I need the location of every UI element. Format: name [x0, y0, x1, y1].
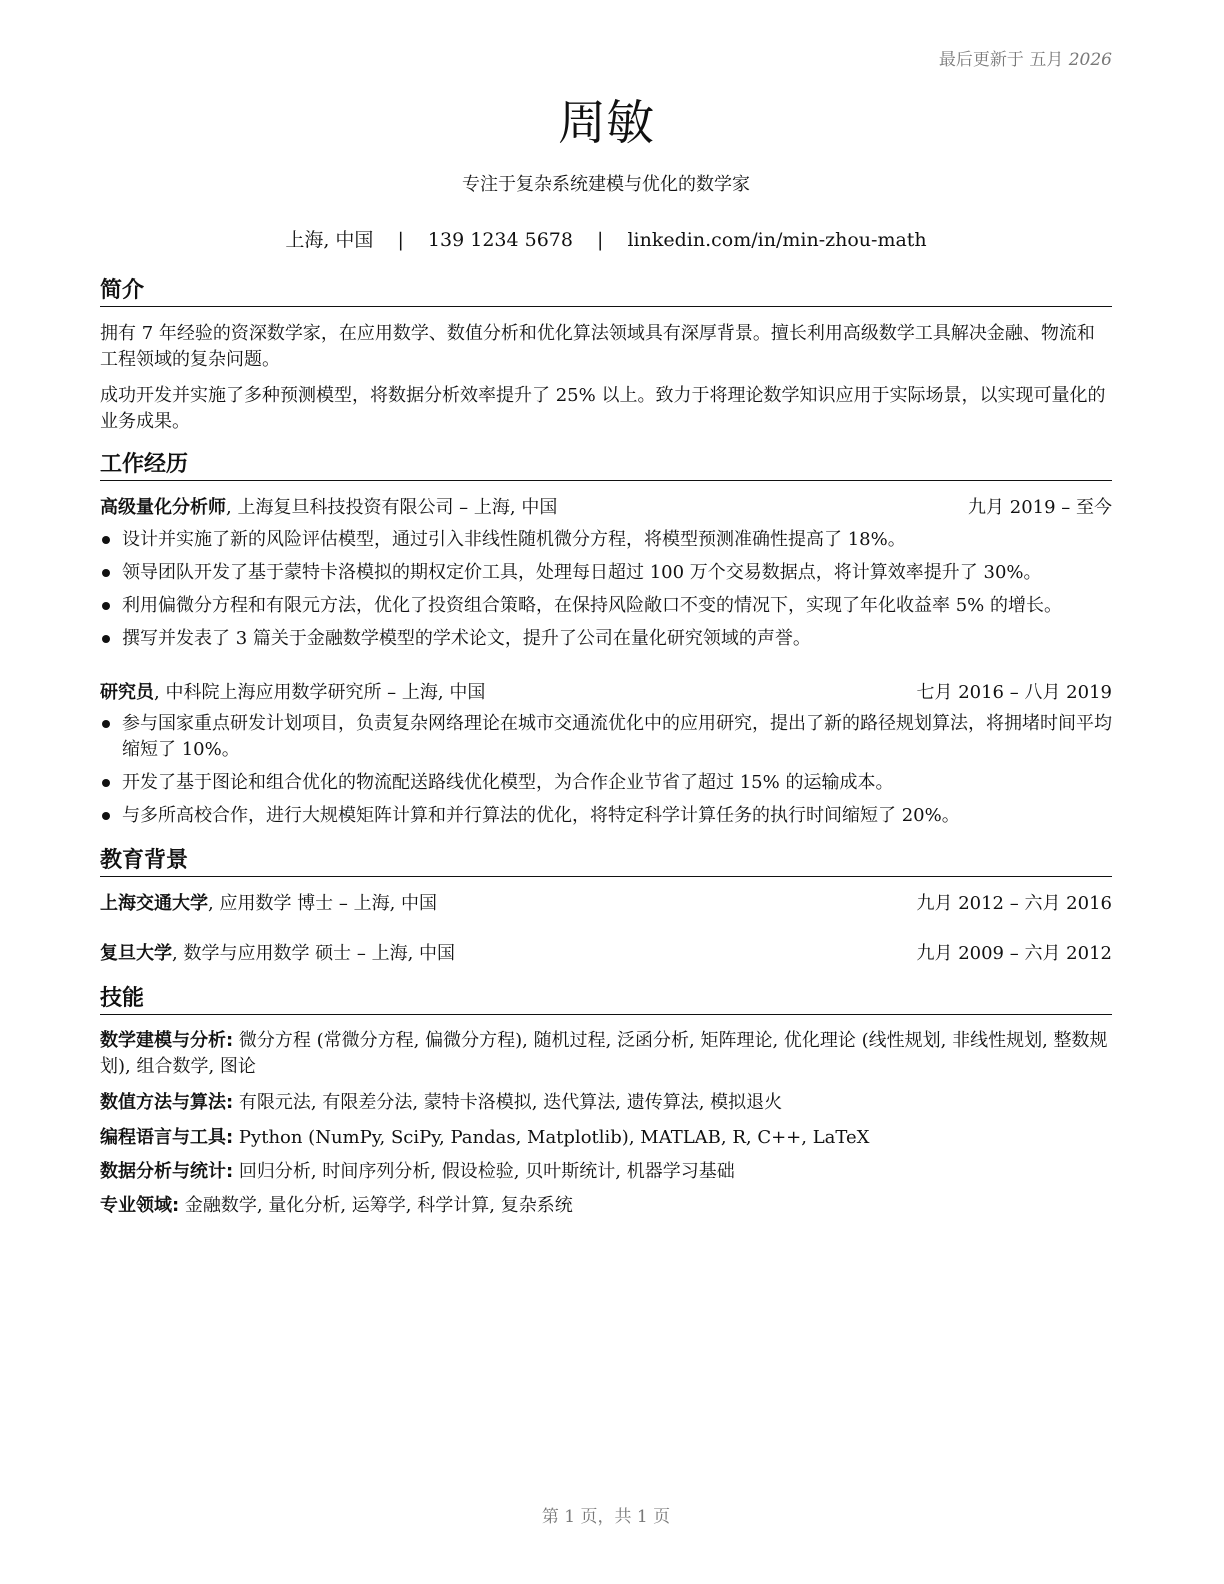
list-item [100, 527, 1112, 553]
education-item [100, 891, 1112, 917]
job-org: , 上海复旦科技投资有限公司 – 上海, 中国 [226, 497, 558, 518]
bullet-text: 领导团队开发了基于蒙特卡洛模拟的期权定价工具，处理每日超过 100 万个交易数据点，将计算效率提升了 30%。 [122, 562, 1042, 583]
bullet-dot-icon [102, 602, 110, 610]
contact-location: 上海, 中国 [285, 229, 374, 251]
skill-row [100, 1159, 1112, 1185]
skill-row [100, 1090, 1112, 1116]
last-updated [939, 45, 1112, 70]
education-date: 九月 2012 – 六月 2016 [916, 893, 1112, 914]
bullet-text: 利用偏微分方程和有限元方法，优化了投资组合策略，在保持风险敞口不变的情况下，实现了年化收益率 5% 的增长。 [122, 595, 1062, 616]
skill-row [100, 1125, 1112, 1151]
contact-separator: | [397, 229, 404, 251]
list-item [100, 770, 1112, 796]
degree-detail: , 应用数学 博士 – 上海, 中国 [208, 893, 438, 914]
list-item [100, 803, 1112, 829]
bullet-dot-icon [102, 569, 110, 577]
section-title-skills: 技能 [100, 986, 1112, 1015]
last-updated-year: 2026 [1068, 50, 1112, 70]
bullet-dot-icon [102, 812, 110, 820]
summary-paragraph: 拥有 7 年经验的资深数学家，在应用数学、数值分析和优化算法领域具有深厚背景。擅长利用高级数学工具解决金融、物流和工程领域的复杂问题。 [100, 323, 1095, 370]
bullet-text: 开发了基于图论和组合优化的物流配送路线优化模型，为合作企业节省了超过 15% 的运输成本。 [122, 772, 894, 793]
bullet-dot-icon [102, 779, 110, 787]
skill-value: 回归分析, 时间序列分析, 假设检验, 贝叶斯统计, 机器学习基础 [233, 1161, 735, 1182]
contact-phone[interactable]: 139 1234 5678 [427, 229, 573, 251]
education-item [100, 941, 1112, 967]
section-title-summary: 简介 [100, 278, 1112, 307]
resume-page [100, 0, 1112, 1584]
skill-label: 数学建模与分析: [100, 1030, 234, 1051]
bullet-dot-icon [102, 635, 110, 643]
list-item [100, 711, 1112, 763]
skill-value: 金融数学, 量化分析, 运筹学, 科学计算, 复杂系统 [179, 1195, 573, 1216]
candidate-tagline: 专注于复杂系统建模与优化的数学家 [462, 174, 750, 195]
job-header [100, 680, 1112, 706]
school-name: 复旦大学 [100, 943, 172, 964]
contact-separator: | [597, 229, 604, 251]
job-header [100, 495, 1112, 521]
skill-value: Python (NumPy, SciPy, Pandas, Matplotlib), MATLAB, R, C++, LaTeX [233, 1127, 870, 1148]
section-title-experience: 工作经历 [100, 452, 1112, 481]
skill-label: 编程语言与工具: [100, 1127, 234, 1148]
skill-value: 有限元法, 有限差分法, 蒙特卡洛模拟, 迭代算法, 遗传算法, 模拟退火 [233, 1092, 783, 1113]
job-role: 高级量化分析师 [100, 497, 226, 518]
skill-value: 微分方程 (常微分方程, 偏微分方程), 随机过程, 泛函分析, 矩阵理论, 优化理论 (线性规划, 非线性规划, 整数规划), 组合数学, 图论 [100, 1030, 1108, 1077]
list-item [100, 626, 1112, 652]
skill-row [100, 1028, 1112, 1080]
education-date: 九月 2009 – 六月 2012 [916, 943, 1112, 964]
last-updated-prefix: 最后更新于 五月 [938, 50, 1064, 70]
degree-detail: , 数学与应用数学 硕士 – 上海, 中国 [172, 943, 456, 964]
bullet-dot-icon [102, 536, 110, 544]
job-org: , 中科院上海应用数学研究所 – 上海, 中国 [154, 682, 486, 703]
bullet-text: 撰写并发表了 3 篇关于金融数学模型的学术论文，提升了公司在量化研究领域的声誉。 [122, 628, 811, 649]
school-name: 上海交通大学 [100, 893, 208, 914]
job-date: 九月 2019 – 至今 [968, 497, 1112, 518]
contact-line [100, 225, 1112, 252]
section-title-education: 教育背景 [100, 848, 1112, 877]
skill-label: 数据分析与统计: [100, 1161, 234, 1182]
contact-linkedin-link[interactable]: linkedin.com/in/min-zhou-math [627, 229, 927, 251]
skill-row [100, 1193, 1112, 1219]
bullet-text: 设计并实施了新的风险评估模型，通过引入非线性随机微分方程，将模型预测准确性提高了 18%。 [122, 529, 906, 550]
list-item [100, 593, 1112, 619]
list-item [100, 560, 1112, 586]
page-footer: 第 1 页，共 1 页 [541, 1507, 671, 1527]
job-bullets [100, 527, 1112, 659]
job-role: 研究员 [100, 682, 154, 703]
bullet-text: 参与国家重点研发计划项目，负责复杂网络理论在城市交通流优化中的应用研究，提出了新的路径规划算法，将拥堵时间平均缩短了 10%。 [122, 713, 1112, 760]
summary-paragraph: 成功开发并实施了多种预测模型，将数据分析效率提升了 25% 以上。致力于将理论数学知识应用于实际场景，以实现可量化的业务成果。 [100, 385, 1106, 432]
skill-label: 数值方法与算法: [100, 1092, 234, 1113]
bullet-text: 与多所高校合作，进行大规模矩阵计算和并行算法的优化，将特定科学计算任务的执行时间缩短了 20%。 [122, 805, 960, 826]
candidate-name: 周敏 [557, 95, 654, 151]
job-date: 七月 2016 – 八月 2019 [916, 682, 1112, 703]
job-bullets [100, 711, 1112, 836]
skill-label: 专业领域: [100, 1195, 180, 1216]
bullet-dot-icon [102, 720, 110, 728]
